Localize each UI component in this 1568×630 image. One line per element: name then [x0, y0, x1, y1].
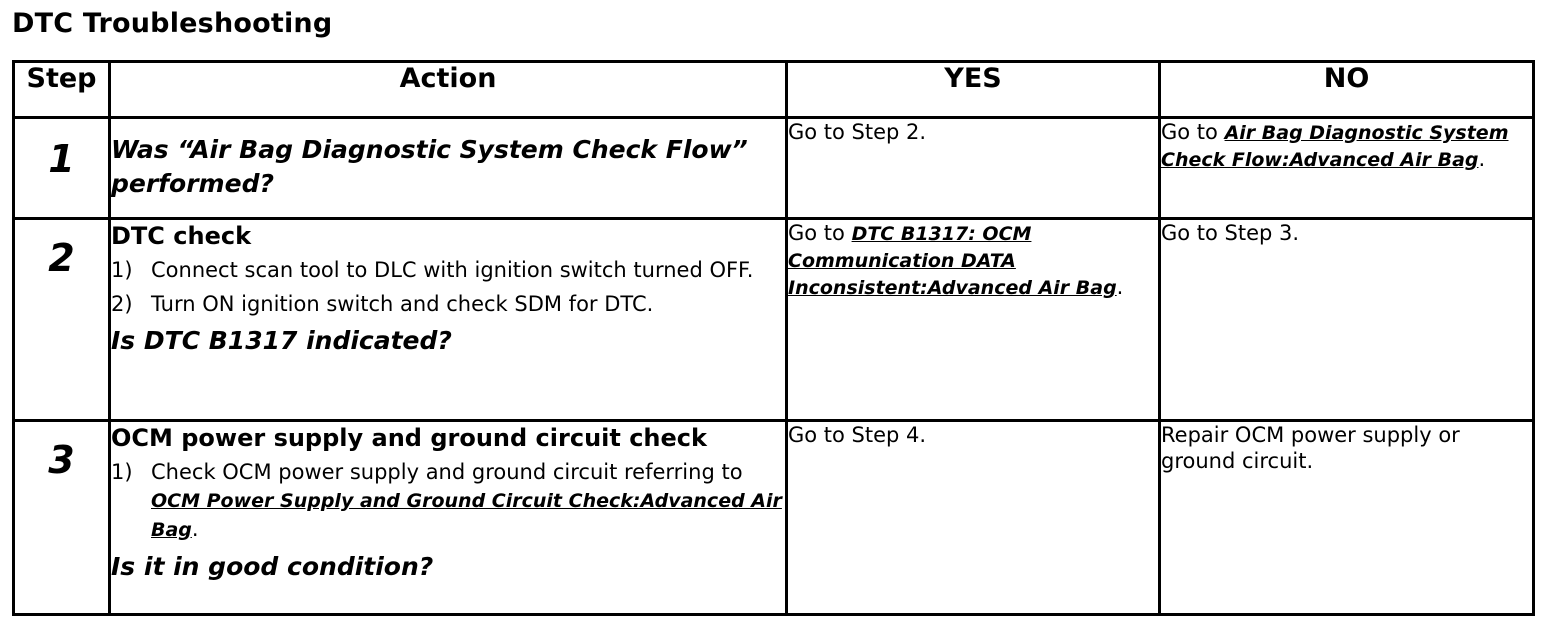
- substep-suffix: .: [191, 517, 199, 541]
- step-number: 2: [48, 236, 75, 280]
- dtc-b1317-link[interactable]: DTC B1317: OCM Communication DATA Inconsistent:Advanced Air Bag: [788, 223, 1117, 299]
- step-cell: [14, 118, 110, 219]
- step-number: 3: [48, 438, 75, 482]
- step-question: Was “Air Bag Diagnostic System Check Flow” performed?: [111, 135, 748, 198]
- no-prefix: Go to: [1161, 120, 1225, 144]
- substep-number: 1): [111, 258, 133, 282]
- substep-text: Turn ON ignition switch and check SDM for DTC.: [151, 292, 654, 316]
- header-action: Action: [110, 62, 787, 118]
- step-number: 1: [48, 137, 75, 181]
- header-no: NO: [1160, 62, 1534, 118]
- page-title: DTC Troubleshooting: [12, 8, 333, 39]
- substep-number: 2): [111, 292, 133, 316]
- table-row: [14, 219, 1534, 421]
- no-text: Repair OCM power supply or ground circuit.: [1161, 423, 1460, 473]
- step-cell: [14, 219, 110, 421]
- action-cell: [110, 421, 787, 615]
- action-cell: [110, 219, 787, 421]
- yes-text: Go to Step 2.: [788, 120, 927, 144]
- header-yes: YES: [787, 62, 1160, 118]
- troubleshooting-table: [12, 60, 1535, 616]
- substep-list: [111, 256, 785, 318]
- ocm-power-supply-link[interactable]: OCM Power Supply and Ground Circuit Check:Advanced Air Bag: [151, 490, 782, 541]
- no-cell: [1160, 118, 1534, 219]
- no-text: Go to Step 3.: [1161, 221, 1300, 245]
- yes-cell: [787, 219, 1160, 421]
- substep-text: Connect scan tool to DLC with ignition switch turned OFF.: [151, 258, 754, 282]
- yes-cell: [787, 421, 1160, 615]
- substep-text: [151, 458, 785, 544]
- yes-suffix: .: [1116, 275, 1124, 299]
- table-row: [14, 118, 1534, 219]
- no-cell: [1160, 219, 1534, 421]
- list-item: [111, 256, 785, 284]
- step-question: Is it in good condition?: [111, 552, 434, 581]
- yes-text: Go to Step 4.: [788, 423, 927, 447]
- system-check-flow-link[interactable]: Air Bag Diagnostic System Check Flow:Advanced Air Bag: [1161, 122, 1509, 171]
- step-cell: [14, 421, 110, 615]
- yes-cell: [787, 118, 1160, 219]
- action-cell: [110, 118, 787, 219]
- header-step: Step: [14, 62, 110, 118]
- substep-number: 1): [111, 460, 133, 484]
- list-item: [111, 458, 785, 544]
- step-heading: DTC check: [111, 222, 252, 250]
- step-heading: OCM power supply and ground circuit check: [111, 424, 707, 452]
- table-row: [14, 421, 1534, 615]
- substep-list: [111, 458, 785, 544]
- yes-prefix: Go to: [788, 221, 852, 245]
- step-question: Is DTC B1317 indicated?: [111, 326, 452, 355]
- no-cell: [1160, 421, 1534, 615]
- header-row: [14, 62, 1534, 118]
- list-item: [111, 290, 785, 318]
- no-suffix: .: [1478, 147, 1486, 171]
- substep-prefix: Check OCM power supply and ground circuit referring to: [151, 460, 743, 484]
